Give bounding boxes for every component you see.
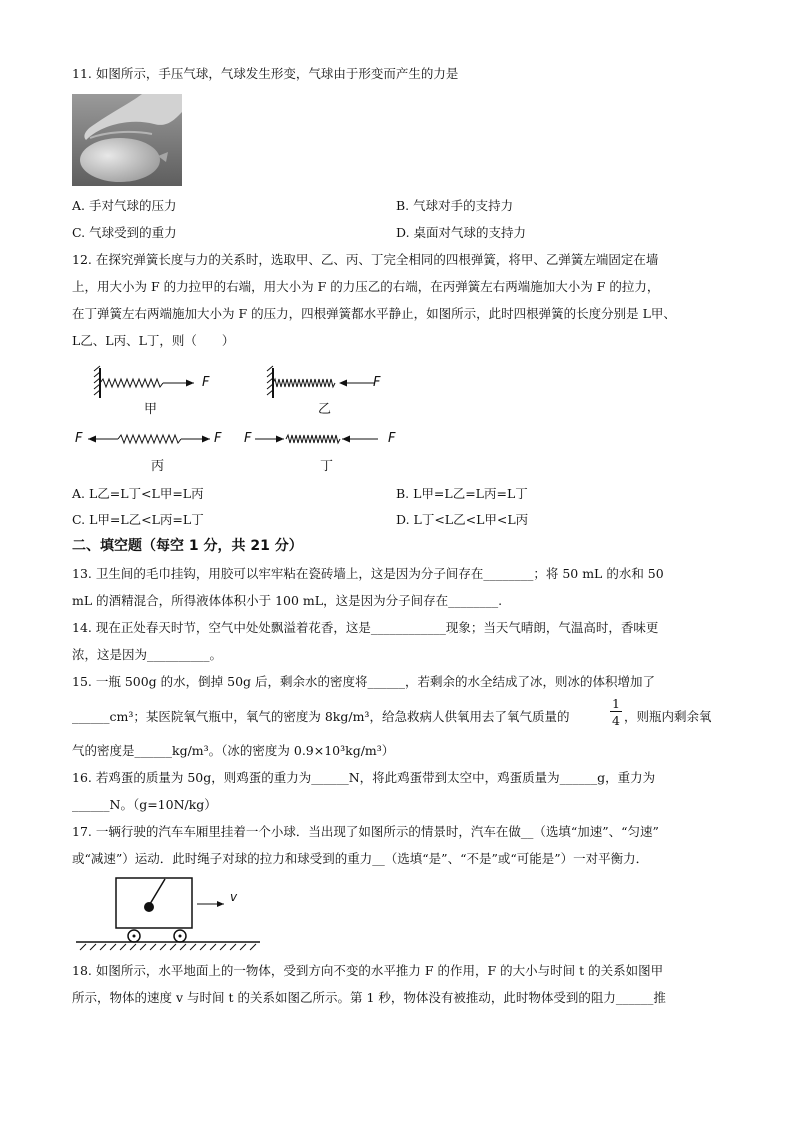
spring-label-jia: 甲 [144,402,158,417]
q11-option-a: A. 手对气球的压力 [72,198,177,213]
spring-label-bing: 丙 [151,459,165,474]
q18-line2: 所示，物体的速度 v 与时间 t 的关系如图乙所示。第 1 秒，物体没有被推动，此时物体受到的阻力______推 [72,990,666,1005]
velocity-label: v [230,890,238,904]
fraction-denominator: 4 [612,713,620,728]
q12-stem-line2: 上，用大小为 F 的力拉甲的右端，用大小为 F 的力压乙的右端，在丙弹簧左右两端施加大小为 F 的拉力， [72,279,660,294]
section-title: 二、填空题（每空 1 分，共 21 分） [72,538,303,554]
spring-diagram [72,362,412,472]
fraction-numerator: 1 [612,696,620,711]
q15-line1: 15. 一瓶 500g 的水，倒掉 50g 后，剩余水的密度将______，若剩余的水全结成了冰，则冰的体积增加了 [72,674,656,689]
force-label-bing-right: F [214,431,222,446]
q16-line1: 16. 若鸡蛋的质量为 50g，则鸡蛋的重力为______N，将此鸡蛋带到太空中，鸡蛋质量为______g，重力为 [72,770,656,785]
q12-option-b: B. L甲=L乙=L丙=L丁 [396,486,528,501]
car-pendulum-diagram [72,874,272,954]
q12-option-c: C. L甲=L乙<L丙=L丁 [72,512,204,527]
force-label-bing-left: F [75,431,83,446]
spring-label-yi: 乙 [318,402,332,417]
q12-stem-line1: 12. 在探究弹簧长度与力的关系时，选取甲、乙、丙、丁完全相同的四根弹簧，将甲、乙弹簧左端固定在墙 [72,252,659,267]
q15-line3: 气的密度是______kg/m³。（冰的密度为 0.9×10³kg/m³） [72,743,395,758]
q13-line2: mL 的酒精混合，所得液体体积小于 100 mL，这是因为分子间存在________. [72,593,503,608]
q12-stem-line3: 在丁弹簧左右两端施加大小为 F 的压力，四根弹簧都水平静止，如图所示，此时四根弹簧的长度分别是 L甲、 [72,306,676,321]
q17-line1: 17. 一辆行驶的汽车车厢里挂着一个小球．当出现了如图所示的情景时，汽车在做__（选填“加速”、“匀速” [72,824,659,839]
q12-option-d: D. L丁<L乙<L甲<L丙 [396,512,529,527]
force-label-ding-left: F [244,431,252,446]
fraction-bar [610,711,622,712]
q13-line1: 13. 卫生间的毛巾挂钩，用胶可以牢牢粘在瓷砖墙上，这是因为分子间存在________；将 50 mL 的水和 50 [72,566,664,581]
force-label-jia: F [202,375,210,390]
q15-line2a: ______cm³；某医院氧气瓶中，氧气的密度为 8kg/m³，给急救病人供氧用去了氧气质量的 [72,709,570,724]
q12-option-a: A. L乙=L丁<L甲=L丙 [72,486,204,501]
q11-option-b: B. 气球对手的支持力 [396,198,514,213]
q11-option-c: C. 气球受到的重力 [72,225,177,240]
q16-line2: ______N。（g=10N/kg） [72,797,217,812]
q17-line2: 或“减速”）运动．此时绳子对球的拉力和球受到的重力__（选填“是”、“不是”或“可能是”）一对平衡力． [72,851,649,866]
q14-line1: 14. 现在正处春天时节，空气中处处飘溢着花香，这是____________现象；当天气晴朗，气温高时，香味更 [72,620,659,635]
spring-label-ding: 丁 [320,459,334,474]
q12-stem-line4: L乙、L丙、L丁，则（ ） [72,333,235,348]
force-label-yi: F [373,375,381,390]
balloon-image [72,94,182,186]
q11-option-d: D. 桌面对气球的支持力 [396,225,527,240]
q14-line2: 浓，这是因为__________。 [72,647,223,662]
q18-line1: 18. 如图所示，水平地面上的一物体，受到方向不变的水平推力 F 的作用，F 的大小与时间 t 的关系如图甲 [72,963,664,978]
q11-stem: 11. 如图所示，手压气球，气球发生形变，气球由于形变而产生的力是 [72,66,459,81]
force-label-ding-right: F [388,431,396,446]
q15-line2b: ，则瓶内剩余氧 [624,709,712,724]
